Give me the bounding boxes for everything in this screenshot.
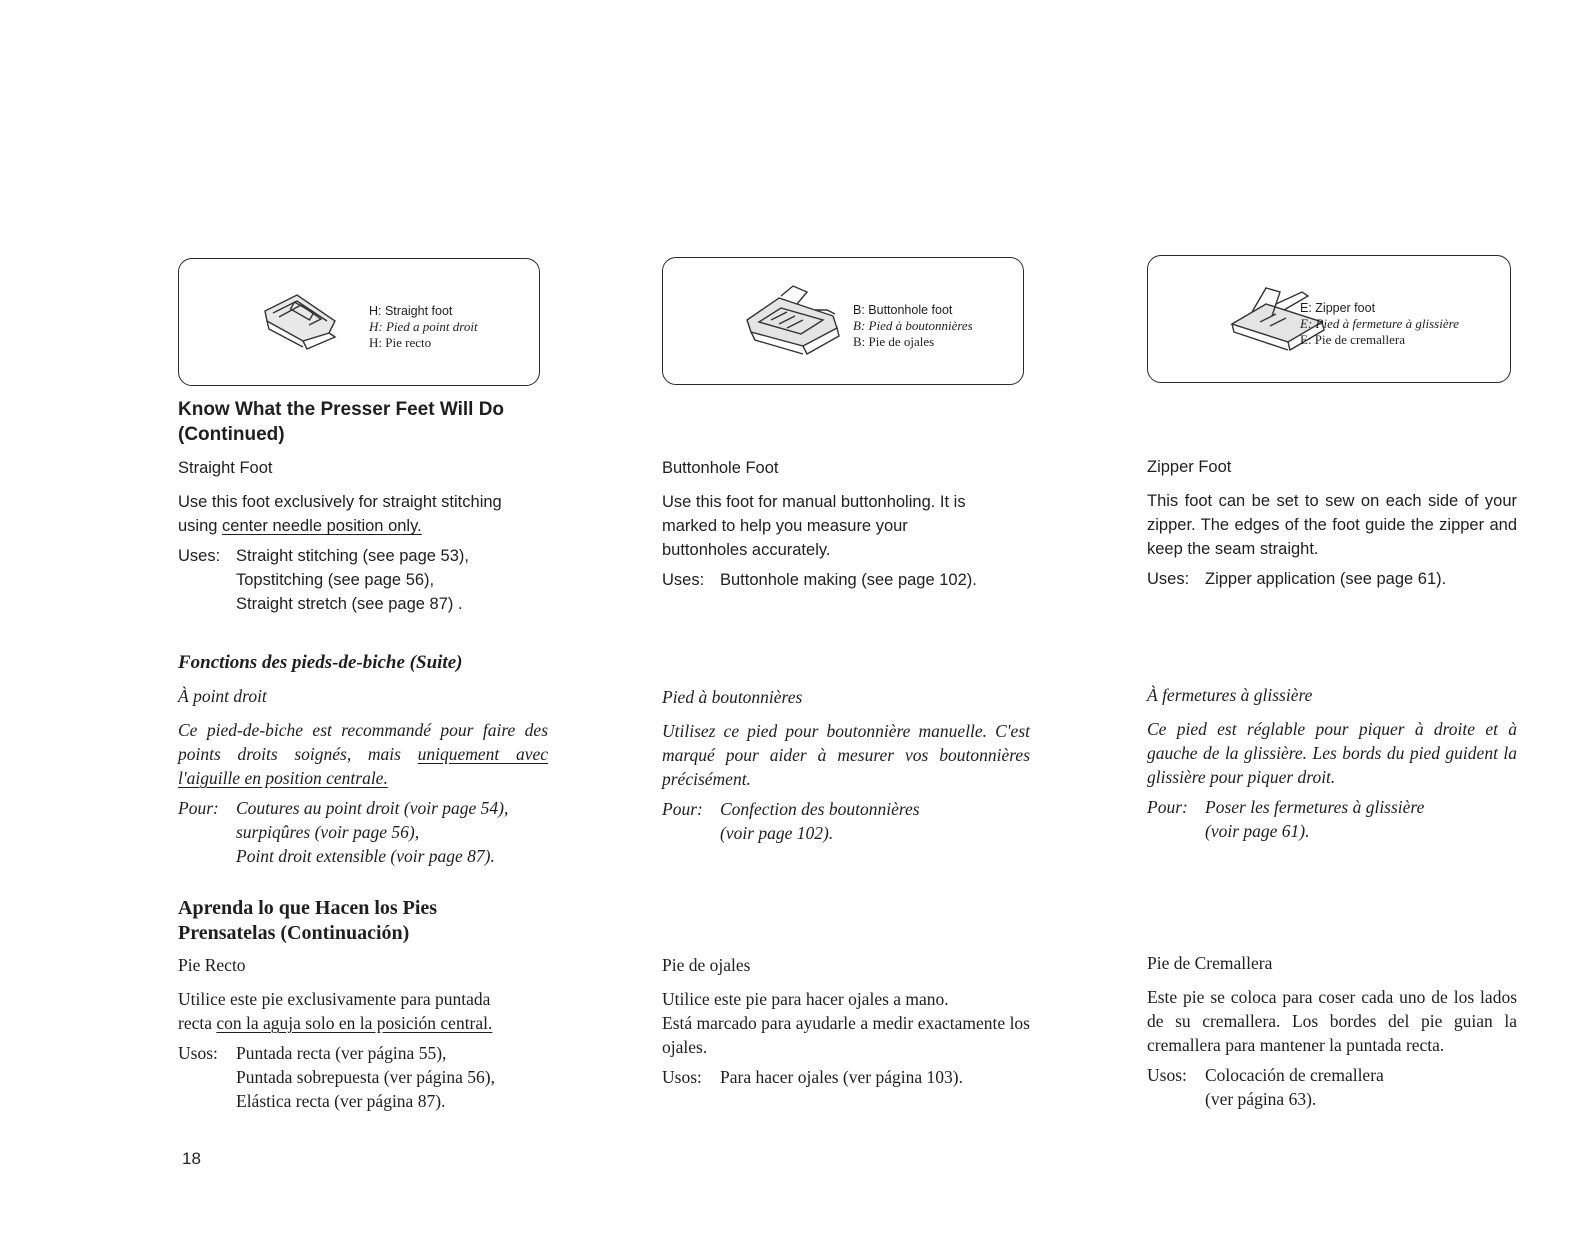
uses-list: Pour: Confection des boutonnières (voir page 102). xyxy=(662,797,1030,845)
uses-list: Uses: Straight stitching (see page 53), Topstitching (see page 56), Straight stretch (see page 87) . xyxy=(178,544,548,616)
french-straight-section xyxy=(178,684,548,868)
section-title: Straight Foot xyxy=(178,459,273,477)
section-title: Pie de Cremallera xyxy=(1147,953,1273,973)
spanish-heading: Aprenda lo que Hacen los Pies Prensatelas (Continuación) xyxy=(178,897,438,944)
section-title: Pied à boutonnières xyxy=(662,687,803,707)
english-heading: Know What the Presser Feet Will Do (Continued) xyxy=(178,399,505,445)
french-heading: Fonctions des pieds-de-biche (Suite) xyxy=(178,652,463,673)
section-title: Pie Recto xyxy=(178,955,246,975)
use-item: (voir page 61). xyxy=(1205,821,1310,841)
uses-list: Pour: Poser les fermetures à glissière (voir page 61). xyxy=(1147,795,1517,843)
foot-name-fr: H: Pied a point droit xyxy=(369,319,478,334)
foot-name-fr: E: Pied à fermeture à glissière xyxy=(1300,316,1459,331)
uses-list: Uses: Buttonhole making (see page 102). xyxy=(662,568,1030,592)
foot-name-en: H: Straight foot xyxy=(369,304,453,318)
english-buttonhole-section xyxy=(662,456,1030,592)
section-body: Use this foot for manual buttonholing. It is marked to help you measure your buttonholes accurately. xyxy=(662,493,966,559)
uses-list: Usos: Puntada recta (ver página 55), Puntada sobrepuesta (ver página 56), Elástica recta (ver página 87). xyxy=(178,1041,548,1113)
section-body: This foot can be set to sew on each side of your zipper. The edges of the foot guide the zipper and keep the seam straight. xyxy=(1147,492,1517,558)
section-body: Este pie se coloca para coser cada uno de los lados de su cremallera. Los bordes del pie guian la cremallera para mantener la puntada recta. xyxy=(1147,987,1517,1055)
english-straight-section xyxy=(178,456,548,616)
use-item: Puntada recta (ver página 55), xyxy=(236,1043,447,1063)
use-item: Point droit extensible (voir page 87). xyxy=(236,846,495,866)
use-item: Confection des boutonnières xyxy=(720,799,920,819)
use-item: Para hacer ojales (ver página 103). xyxy=(720,1067,963,1087)
page-number: 18 xyxy=(182,1149,201,1168)
use-item: Buttonhole making (see page 102). xyxy=(720,571,977,589)
straight-foot-icon xyxy=(257,281,357,361)
uses-list: Usos: Colocación de cremallera (ver página 63). xyxy=(1147,1063,1517,1111)
section-body: Ce pied-de-biche est recommandé pour faire des points droits soignés, mais uniquement avec l'aiguille en position centrale. xyxy=(178,720,548,788)
use-item: Straight stitching (see page 53), xyxy=(236,547,469,565)
spanish-buttonhole-section xyxy=(662,953,1030,1089)
use-item: Puntada sobrepuesta (ver página 56), xyxy=(236,1067,496,1087)
foot-name-es: B: Pie de ojales xyxy=(853,334,935,349)
section-body: Utilisez ce pied pour boutonnière manuelle. C'est marqué pour aider à mesurer vos boutonnières précisément. xyxy=(662,721,1030,789)
foot-name-fr: B: Pied à boutonnières xyxy=(853,318,973,333)
foot-name-en: E: Zipper foot xyxy=(1300,301,1376,315)
foot-name-es: H: Pie recto xyxy=(369,335,432,350)
french-zipper-section xyxy=(1147,683,1517,843)
use-item: Colocación de cremallera xyxy=(1205,1065,1384,1085)
section-title: À point droit xyxy=(178,686,267,706)
section-title: Pie de ojales xyxy=(662,955,751,975)
spanish-straight-section xyxy=(178,953,548,1113)
use-item: surpiqûres (voir page 56), xyxy=(236,822,420,842)
foot-box-straight xyxy=(178,258,540,386)
use-item: Zipper application (see page 61). xyxy=(1205,570,1447,588)
use-item: (ver página 63). xyxy=(1205,1089,1317,1109)
foot-labels-zipper xyxy=(1300,300,1459,348)
foot-box-zipper xyxy=(1147,255,1511,383)
section-body: Ce pied est réglable pour piquer à droite et à gauche de la glissière. Les bords du pied guident la glissière pour piquer droit. xyxy=(1147,719,1517,787)
section-body: Utilice este pie exclusivamente para puntada recta con la aguja solo en la posición central. xyxy=(178,989,493,1033)
use-item: Topstitching (see page 56), xyxy=(236,571,435,589)
english-zipper-section xyxy=(1147,455,1517,591)
section-title: Buttonhole Foot xyxy=(662,459,779,477)
spanish-zipper-section xyxy=(1147,951,1517,1111)
use-item: (voir page 102). xyxy=(720,823,834,843)
uses-list: Pour: Coutures au point droit (voir page 54), surpiqûres (voir page 56), Point droit extensible (voir page 87). xyxy=(178,796,548,868)
uses-list: Usos: Para hacer ojales (ver página 103). xyxy=(662,1065,1030,1089)
use-item: Poser les fermetures à glissière xyxy=(1205,797,1425,817)
foot-name-en: B: Buttonhole foot xyxy=(853,303,953,317)
section-title: À fermetures à glissière xyxy=(1147,685,1313,705)
foot-box-buttonhole xyxy=(662,257,1024,385)
use-item: Straight stretch (see page 87) . xyxy=(236,595,463,613)
foot-labels-straight xyxy=(369,303,478,351)
buttonhole-foot-icon xyxy=(741,280,851,360)
uses-list: Uses: Zipper application (see page 61). xyxy=(1147,567,1517,591)
section-title: Zipper Foot xyxy=(1147,458,1232,476)
section-body: Use this foot exclusively for straight stitching using center needle position only. xyxy=(178,493,502,535)
use-item: Coutures au point droit (voir page 54), xyxy=(236,798,509,818)
french-buttonhole-section xyxy=(662,685,1030,845)
use-item: Elástica recta (ver página 87). xyxy=(236,1091,446,1111)
foot-labels-buttonhole xyxy=(853,302,973,350)
section-body: Utilice este pie para hacer ojales a mano. Está marcado para ayudarle a medir exactamente los ojales. xyxy=(662,989,1030,1057)
foot-name-es: E: Pie de cremallera xyxy=(1300,332,1406,347)
